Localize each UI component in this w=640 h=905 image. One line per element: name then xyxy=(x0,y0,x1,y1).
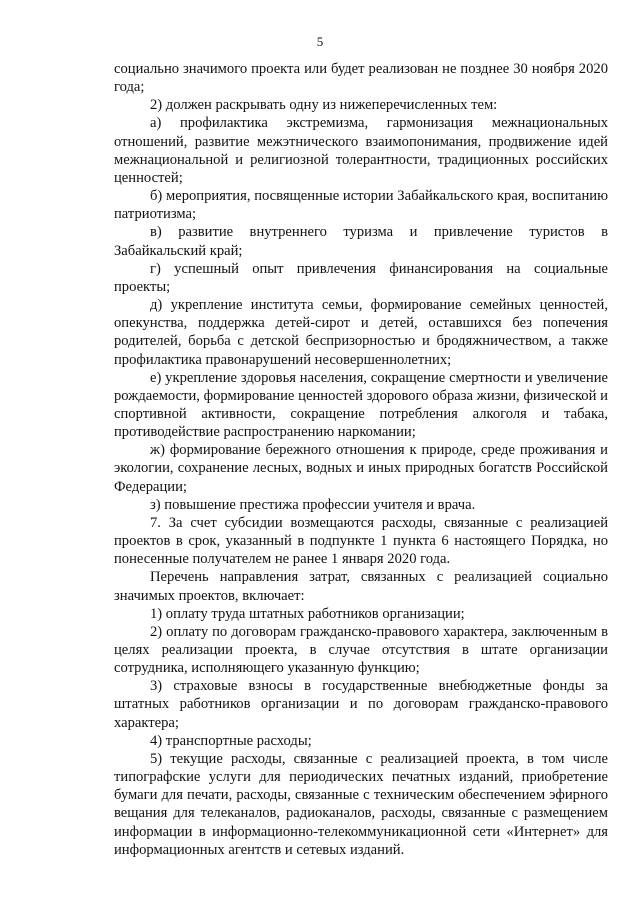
paragraph-expense-list-intro: Перечень направления затрат, связанных с реализацией социально значимых проектов, включает: xyxy=(114,569,608,604)
paragraph-item-2: 2) должен раскрывать одну из нижеперечисленных тем: xyxy=(150,97,498,114)
paragraph-item-e: е) укрепление здоровья населения, сокращение смертности и увеличение рождаемости, формирование ценностей здорового образа жизни, физической и спортивной активности, сокращение потребления алкоголя и табака, противодействие распространению наркомании; xyxy=(114,369,608,441)
paragraph-item-g: г) успешный опыт привлечения финансирования на социальные проекты; xyxy=(114,260,608,295)
paragraph-continuation: социально значимого проекта или будет реализован не позднее 30 ноября 2020 года; xyxy=(114,61,608,96)
paragraph-clause-7: 7. За счет субсидии возмещаются расходы, связанные с реализацией проектов в срок, указанный в подпункте 1 пункта 6 настоящего Порядка, но понесенные получателем не ранее 1 января 2020 года. xyxy=(114,514,608,568)
paragraph-expense-5: 5) текущие расходы, связанные с реализацией проекта, в том числе типографские услуги для периодических печатных изданий, приобретение бумаги для печати, расходы, связанные с техническим обеспечением эфирного вещания для телеканалов, радиоканалов, расходы, связанные с размещением информации в информационно-телекоммуникационной сети «Интернет» для информационных агентств и сетевых изданий. xyxy=(114,750,608,858)
paragraph-item-a: а) профилактика экстремизма, гармонизация межнациональных отношений, развитие межэтнического взаимопонимания, продвижение идей межнациональной и религиозной толерантности, традиционных российских ценностей; xyxy=(114,115,608,186)
paragraph-item-d: д) укрепление института семьи, формирование семейных ценностей, опекунства, поддержка детей-сирот и детей, оставшихся без попечения родителей, борьба с детской беспризорностью и бродяжничеством, а также профилактика правонарушений несовершеннолетних; xyxy=(114,297,608,368)
paragraph-expense-4: 4) транспортные расходы; xyxy=(150,732,312,749)
paragraph-item-z: з) повышение престижа профессии учителя и врача. xyxy=(150,496,476,513)
document-body xyxy=(114,60,608,859)
paragraph-item-v: в) развитие внутреннего туризма и привлечение туристов в Забайкальский край; xyxy=(114,224,608,259)
paragraph-item-zh: ж) формирование бережного отношения к природе, среде проживания и экологии, сохранение лесных, водных и иных природных богатств Российской Федерации; xyxy=(114,442,608,495)
paragraph-expense-2: 2) оплату по договорам гражданско-правового характера, заключенным в целях реализации проекта, в случае отсутствия в штате организации сотрудника, исполняющего указанную функцию; xyxy=(114,623,608,677)
page-number: 5 xyxy=(316,34,324,49)
paragraph-expense-1: 1) оплату труда штатных работников организации; xyxy=(150,605,465,622)
paragraph-item-b: б) мероприятия, посвященные истории Забайкальского края, воспитанию патриотизма; xyxy=(114,188,608,223)
paragraph-expense-3: 3) страховые взносы в государственные внебюджетные фонды за штатных работников организации и по договорам гражданско-правового характера; xyxy=(114,678,608,731)
